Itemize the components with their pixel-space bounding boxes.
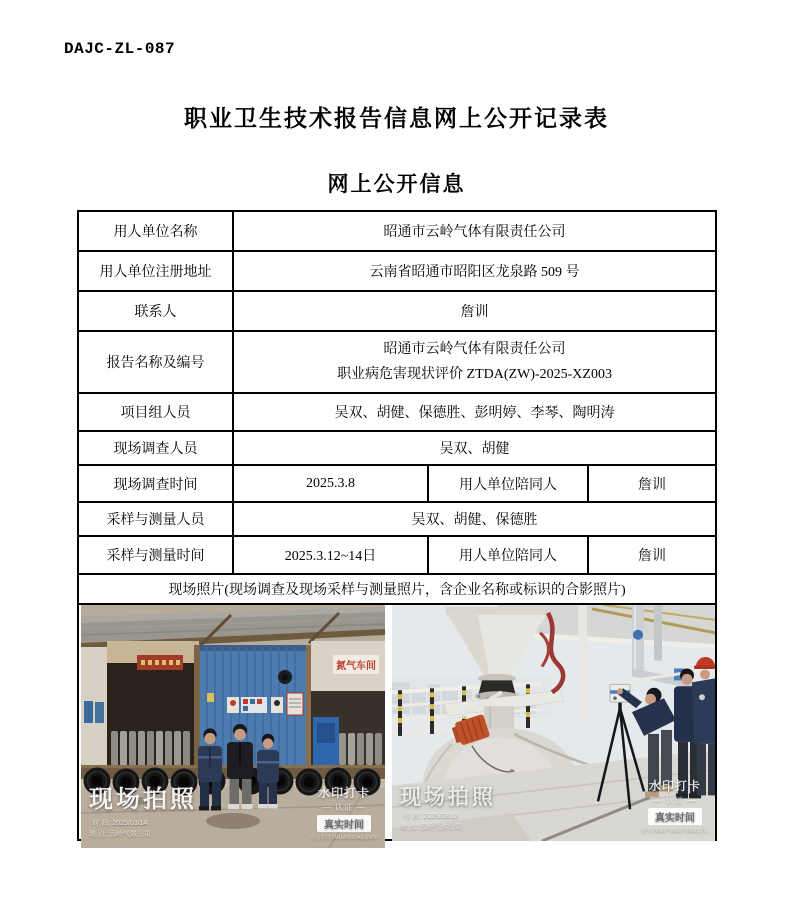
watermark-brand: 现场拍照: [400, 786, 496, 809]
gauge: [633, 630, 643, 640]
page-title: 职业卫生技术报告信息网上公开记录表: [184, 106, 609, 131]
table-row: [78, 574, 716, 604]
cell-sampling-accompany-name: 詹训: [588, 536, 716, 574]
cell-employer-name: 昭通市云岭气体有限责任公司: [233, 211, 716, 251]
row-label-report: 报告名称及编号: [78, 331, 233, 393]
table-row: [78, 465, 716, 502]
document-code: DAJC-ZL-087: [64, 40, 176, 58]
stamp-subtitle: — 认证 —: [653, 796, 697, 805]
stamp-subtitle: — 认证 —: [322, 803, 366, 812]
cell-employer-address: 云南省昭通市昭阳区龙泉路 509 号: [233, 251, 716, 291]
cell-project-team: 吴双、胡健、保德胜、彭明婷、李琴、陶明涛: [233, 393, 716, 431]
table-row: [78, 502, 716, 536]
page-subtitle: 网上公开信息: [327, 172, 466, 196]
cell-sampling-accompany-label: 用人单位陪同人: [428, 536, 588, 574]
watermark-stamp: [642, 777, 708, 834]
stamp-title: 水印打卡: [648, 779, 701, 793]
watermark-meta: [89, 818, 151, 840]
record-table: [77, 210, 717, 841]
table-row: [78, 251, 716, 291]
stamp-badge: 真实时间: [648, 808, 702, 825]
table-row: [78, 536, 716, 574]
table-row: [78, 331, 716, 393]
watermark-location: 地 点: 云岭气体公司: [89, 830, 151, 838]
watermark-time: 时 间: 2025/03/13: [403, 812, 459, 820]
report-number-line: 职业病危害现状评价 ZTDA(ZW)-2025-XZ003: [337, 367, 612, 382]
table-row-photos: [78, 604, 716, 840]
cell-sampling-time: 2025.3.12~14日: [233, 536, 428, 574]
gas-cylinders-left: [111, 731, 190, 767]
watermark-stamp: [310, 784, 378, 841]
workshop-sign-text: 氮气车间: [336, 661, 376, 672]
photo-cell: [78, 604, 716, 840]
cell-survey-staff: 吴双、胡健: [233, 431, 716, 465]
table-row: [78, 211, 716, 251]
watermark-time: 时 间: 2025/03/14: [92, 819, 148, 827]
report-name-line: 昭通市云岭气体有限责任公司: [383, 341, 566, 357]
cell-survey-accompany-label: 用人单位陪同人: [428, 465, 588, 502]
cell-survey-accompany-name: 詹训: [588, 465, 716, 502]
table-row: [78, 431, 716, 465]
watermark-meta: [400, 811, 462, 833]
site-photo-measurement: [392, 605, 715, 841]
stamp-code: 照为CTT2MUAN3DAEUNNI: [310, 835, 378, 841]
stamp-badge: 真实时间: [317, 815, 371, 832]
watermark-brand: 现场拍照: [89, 786, 197, 813]
table-row: [78, 393, 716, 431]
row-label-employer-name: 用人单位名称: [78, 211, 233, 251]
table-row: [78, 291, 716, 331]
row-label-contact: 联系人: [78, 291, 233, 331]
photo-strip: [81, 605, 713, 839]
row-label-employer-address: 用人单位注册地址: [78, 251, 233, 291]
row-label-survey-staff: 现场调查人员: [78, 431, 233, 465]
watermark-location: 地 点: 云岭气体公司: [400, 823, 462, 831]
cell-sampling-staff: 吴双、胡健、保德胜: [233, 502, 716, 536]
wet-patch: [206, 813, 260, 829]
row-label-survey-time: 现场调查时间: [78, 465, 233, 502]
row-label-sampling-staff: 采样与测量人员: [78, 502, 233, 536]
cell-contact: 詹训: [233, 291, 716, 331]
site-photo-group: [81, 605, 385, 848]
stamp-title: 水印打卡: [318, 786, 371, 800]
row-label-sampling-time: 采样与测量时间: [78, 536, 233, 574]
row-label-project-team: 项目组人员: [78, 393, 233, 431]
stamp-code: 照为PKMPTAKSTVNGCTO: [641, 828, 708, 834]
photo-caption: 现场照片(现场调查及现场采样与测量照片，含企业名称或标识的合影照片): [78, 574, 716, 604]
gas-cylinders-right: [339, 733, 382, 765]
cell-survey-time: 2025.3.8: [233, 465, 428, 502]
cell-report: [233, 331, 716, 393]
